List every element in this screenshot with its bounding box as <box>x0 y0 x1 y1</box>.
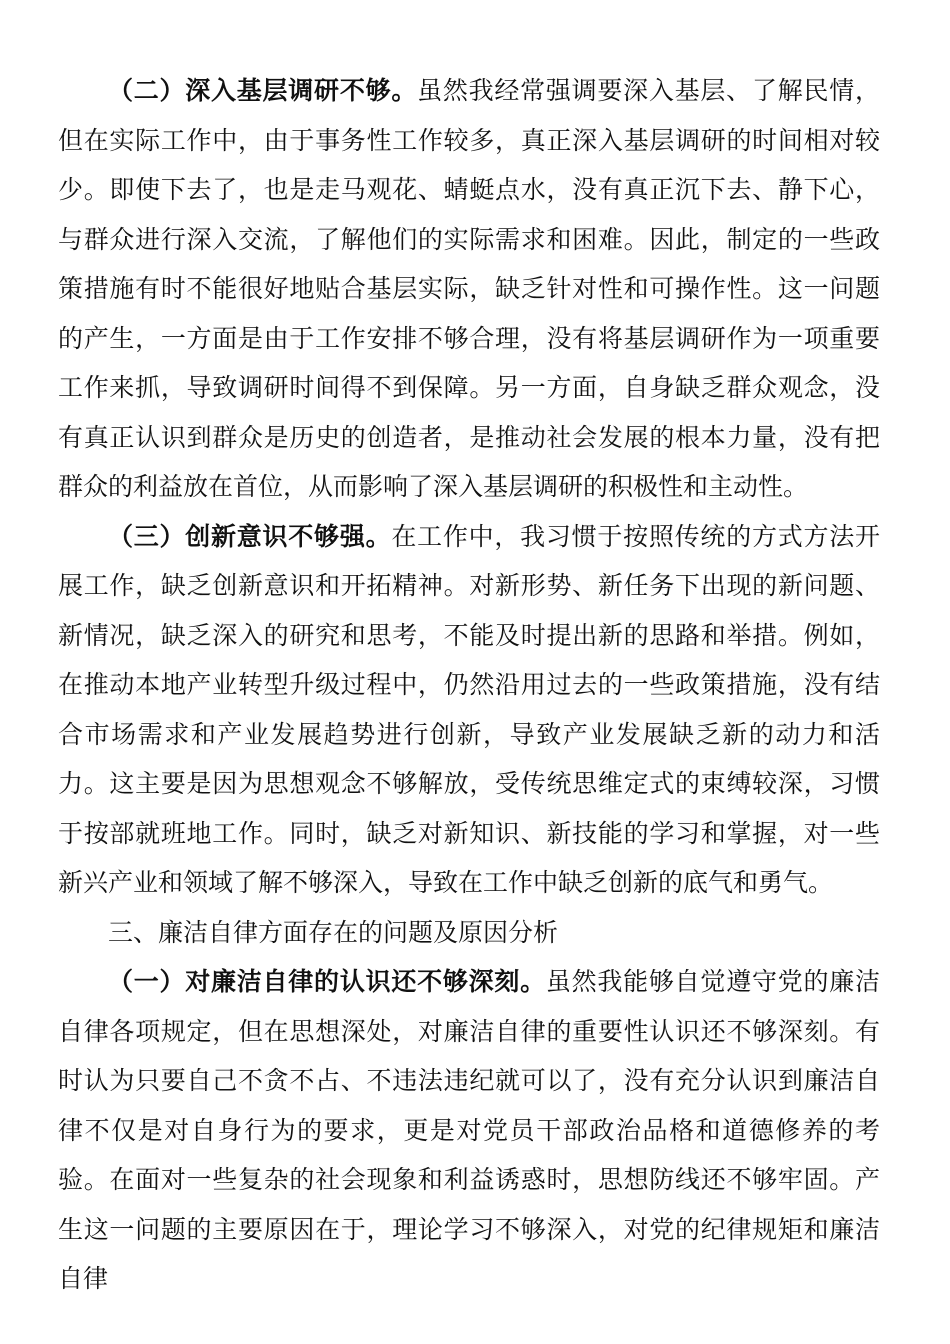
paragraph-grassroots-research <box>58 66 880 512</box>
paragraph-body: 虽然我能够自觉遵守党的廉洁自律各项规定，但在思想深处，对廉洁自律的重要性认识还不够深刻。有时认为只要自己不贪不占、不违法违纪就可以了，没有充分认识到廉洁自律不仅是对自身行为的要求，更是对党员干部政治品格和道德修养的考验。在面对一些复杂的社会现象和利益诱惑时，思想防线还不够牢固。产生这一问题的主要原因在于，理论学习不够深入，对党的纪律规矩和廉洁自律 <box>58 967 880 1293</box>
paragraph-body: 在工作中，我习惯于按照传统的方式方法开展工作，缺乏创新意识和开拓精神。对新形势、新任务下出现的新问题、新情况，缺乏深入的研究和思考，不能及时提出新的思路和举措。例如，在推动本地产业转型升级过程中，仍然沿用过去的一些政策措施，没有结合市场需求和产业发展趋势进行创新，导致产业发展缺乏新的动力和活力。这主要是因为思想观念不够解放，受传统思维定式的束缚较深，习惯于按部就班地工作。同时，缺乏对新知识、新技能的学习和掌握，对一些新兴产业和领域了解不够深入，导致在工作中缺乏创新的底气和勇气。 <box>58 521 880 897</box>
paragraph-integrity-awareness <box>58 957 880 1304</box>
paragraph-heading: （二）深入基层调研不够。 <box>108 76 418 105</box>
document-page <box>58 66 880 1304</box>
paragraph-body: 虽然我经常强调要深入基层、了解民情，但在实际工作中，由于事务性工作较多，真正深入基层调研的时间相对较少。即使下去了，也是走马观花、蜻蜓点水，没有真正沉下去、静下心，与群众进行深入交流，了解他们的实际需求和困难。因此，制定的一些政策措施有时不能很好地贴合基层实际，缺乏针对性和可操作性。这一问题的产生，一方面是由于工作安排不够合理，没有将基层调研作为一项重要工作来抓，导致调研时间得不到保障。另一方面，自身缺乏群众观念，没有真正认识到群众是历史的创造者，是推动社会发展的根本力量，没有把群众的利益放在首位，从而影响了深入基层调研的积极性和主动性。 <box>58 76 880 501</box>
section-heading-integrity <box>58 908 880 958</box>
paragraph-heading: （三）创新意识不够强。 <box>108 521 392 551</box>
paragraph-innovation <box>58 512 880 908</box>
section-title: 三、廉洁自律方面存在的问题及原因分析 <box>108 917 559 947</box>
paragraph-heading: （一）对廉洁自律的认识还不够深刻。 <box>108 967 546 996</box>
